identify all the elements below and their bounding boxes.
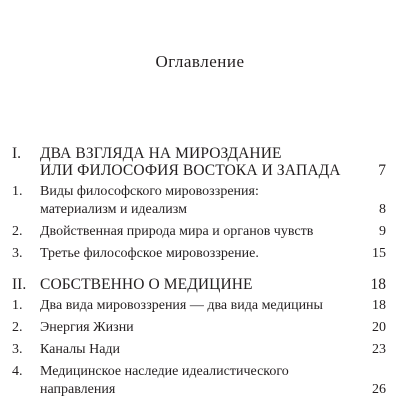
- table-of-contents: [12, 145, 386, 399]
- toc-item[interactable]: [12, 319, 386, 337]
- item-number: 2.: [12, 320, 23, 335]
- section-title: СОБСТВЕННО О МЕДИЦИНЕ: [40, 276, 253, 293]
- item-number: 4.: [12, 364, 23, 379]
- page-title: Оглавление: [155, 52, 245, 71]
- toc-item[interactable]: [12, 223, 386, 241]
- item-title: Виды философского мировоззрения: материализм и идеализм: [40, 184, 259, 217]
- item-title: Энергия Жизни: [40, 320, 134, 335]
- item-page: 26: [372, 382, 386, 397]
- item-title: Медицинское наследие идеалистического направления: [40, 364, 289, 397]
- item-number: 1.: [12, 184, 23, 199]
- toc-item[interactable]: [12, 341, 386, 359]
- toc-item[interactable]: [12, 245, 386, 263]
- item-number: 1.: [12, 298, 23, 313]
- toc-section-1[interactable]: [12, 145, 386, 179]
- toc-item[interactable]: [12, 183, 386, 219]
- section-number: II.: [12, 276, 27, 293]
- toc-item[interactable]: [12, 297, 386, 315]
- toc-section-2[interactable]: [12, 276, 386, 293]
- item-page: 18: [372, 298, 386, 313]
- item-number: 2.: [12, 224, 23, 239]
- item-page: 23: [372, 342, 386, 357]
- item-page: 15: [372, 246, 386, 261]
- item-page: 8: [379, 202, 386, 217]
- item-title: Каналы Нади: [40, 342, 121, 357]
- item-page: 20: [372, 320, 386, 335]
- item-number: 3.: [12, 246, 23, 261]
- section-page: 7: [378, 162, 386, 179]
- section-page: 18: [370, 276, 386, 293]
- item-number: 3.: [12, 342, 23, 357]
- item-title: Двойственная природа мира и органов чувств: [40, 224, 314, 239]
- item-title: Два вида мировоззрения — два вида медицины: [40, 298, 323, 313]
- item-title: Третье философское мировоззрение.: [40, 246, 259, 261]
- toc-item[interactable]: [12, 363, 386, 399]
- section-title: ДВА ВЗГЛЯДА НА МИРОЗДАНИЕ ИЛИ ФИЛОСОФИЯ ВОСТОКА И ЗАПАДА: [40, 145, 341, 179]
- section-number: I.: [12, 145, 22, 162]
- item-page: 9: [379, 224, 386, 239]
